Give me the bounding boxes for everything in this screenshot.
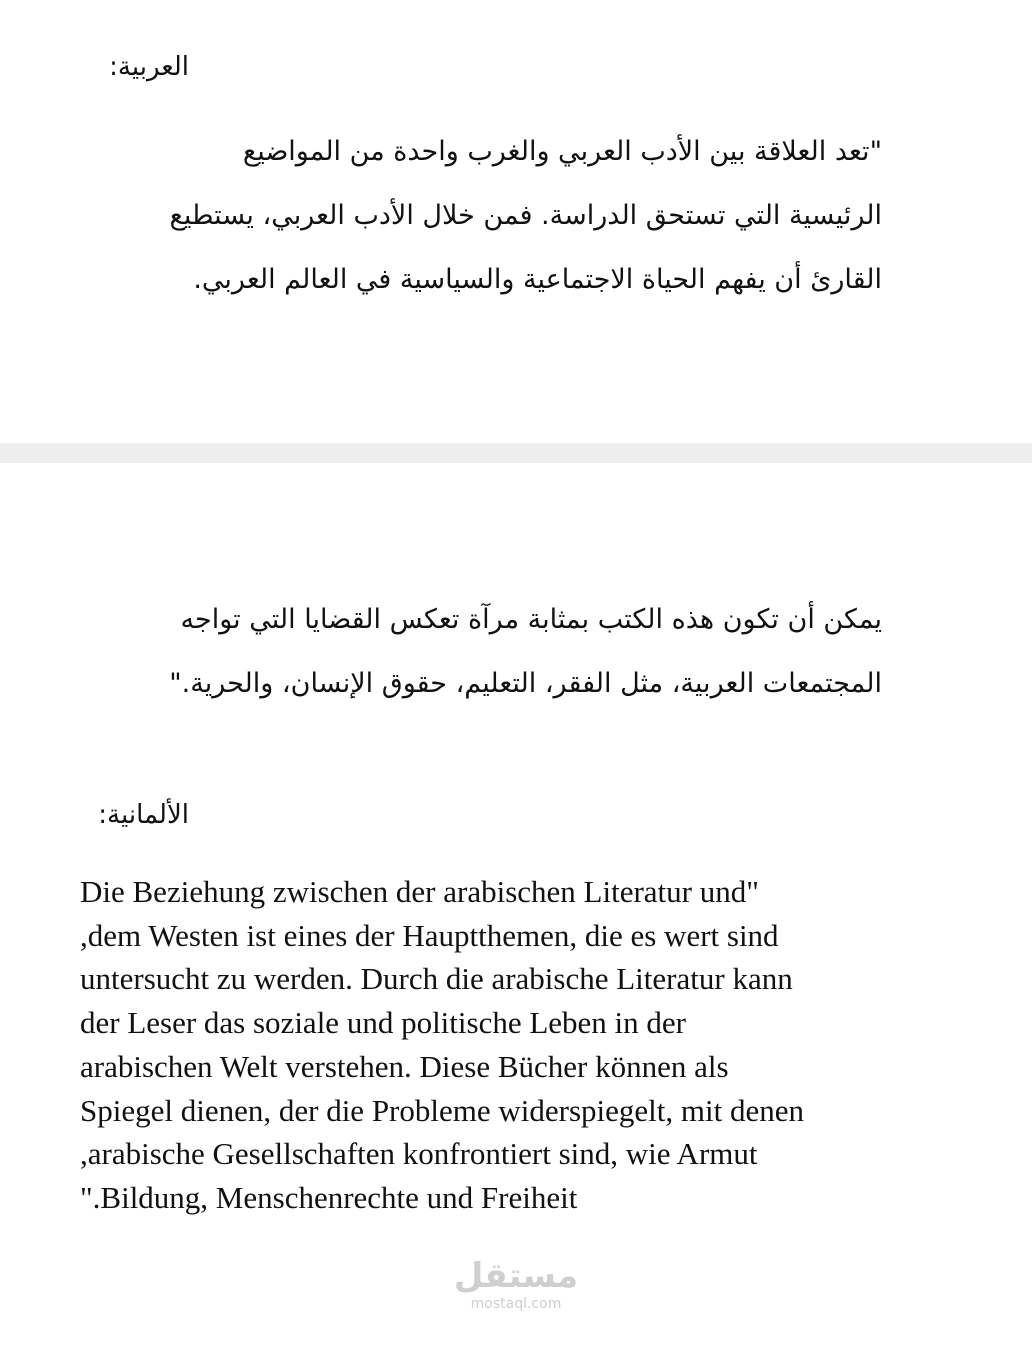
german-section-label: الألمانية: <box>98 800 189 830</box>
watermark-arabic: مستقل <box>453 1256 579 1296</box>
arabic-section-label: العربية: <box>109 52 189 82</box>
arabic-paragraph-1: "تعد العلاقة بين الأدب العربي والغرب واحدة من المواضيع الرئيسية التي تستحق الدراسة. فمن خلال الأدب العربي، يستطيع القارئ أن يفهم الحياة الاجتماعية والسياسية في العالم العربي. <box>169 136 882 295</box>
german-paragraph: Die Beziehung zwischen der arabischen Literatur und" ,dem Westen ist eines der Hauptthemen, die es wert sind untersucht zu werden. Durch die arabische Literatur kann der Leser das soziale und politische Leben in der arabischen Welt verstehen. Diese Bücher können als Spiegel dienen, der die Probleme widerspiegelt, mit denen ,arabische Gesellschaften konfrontiert sind, wie Armut ".Bildung, Menschenrechte und Freiheit <box>80 874 804 1215</box>
mostaql-watermark <box>436 1256 596 1312</box>
arabic-paragraph-2: يمكن أن تكون هذه الكتب بمثابة مرآة تعكس القضايا التي تواجه المجتمعات العربية، مثل الفقر، التعليم، حقوق الإنسان، والحرية." <box>169 604 882 699</box>
page-divider <box>0 443 1032 463</box>
watermark-latin: mostaql.com <box>470 1296 562 1312</box>
